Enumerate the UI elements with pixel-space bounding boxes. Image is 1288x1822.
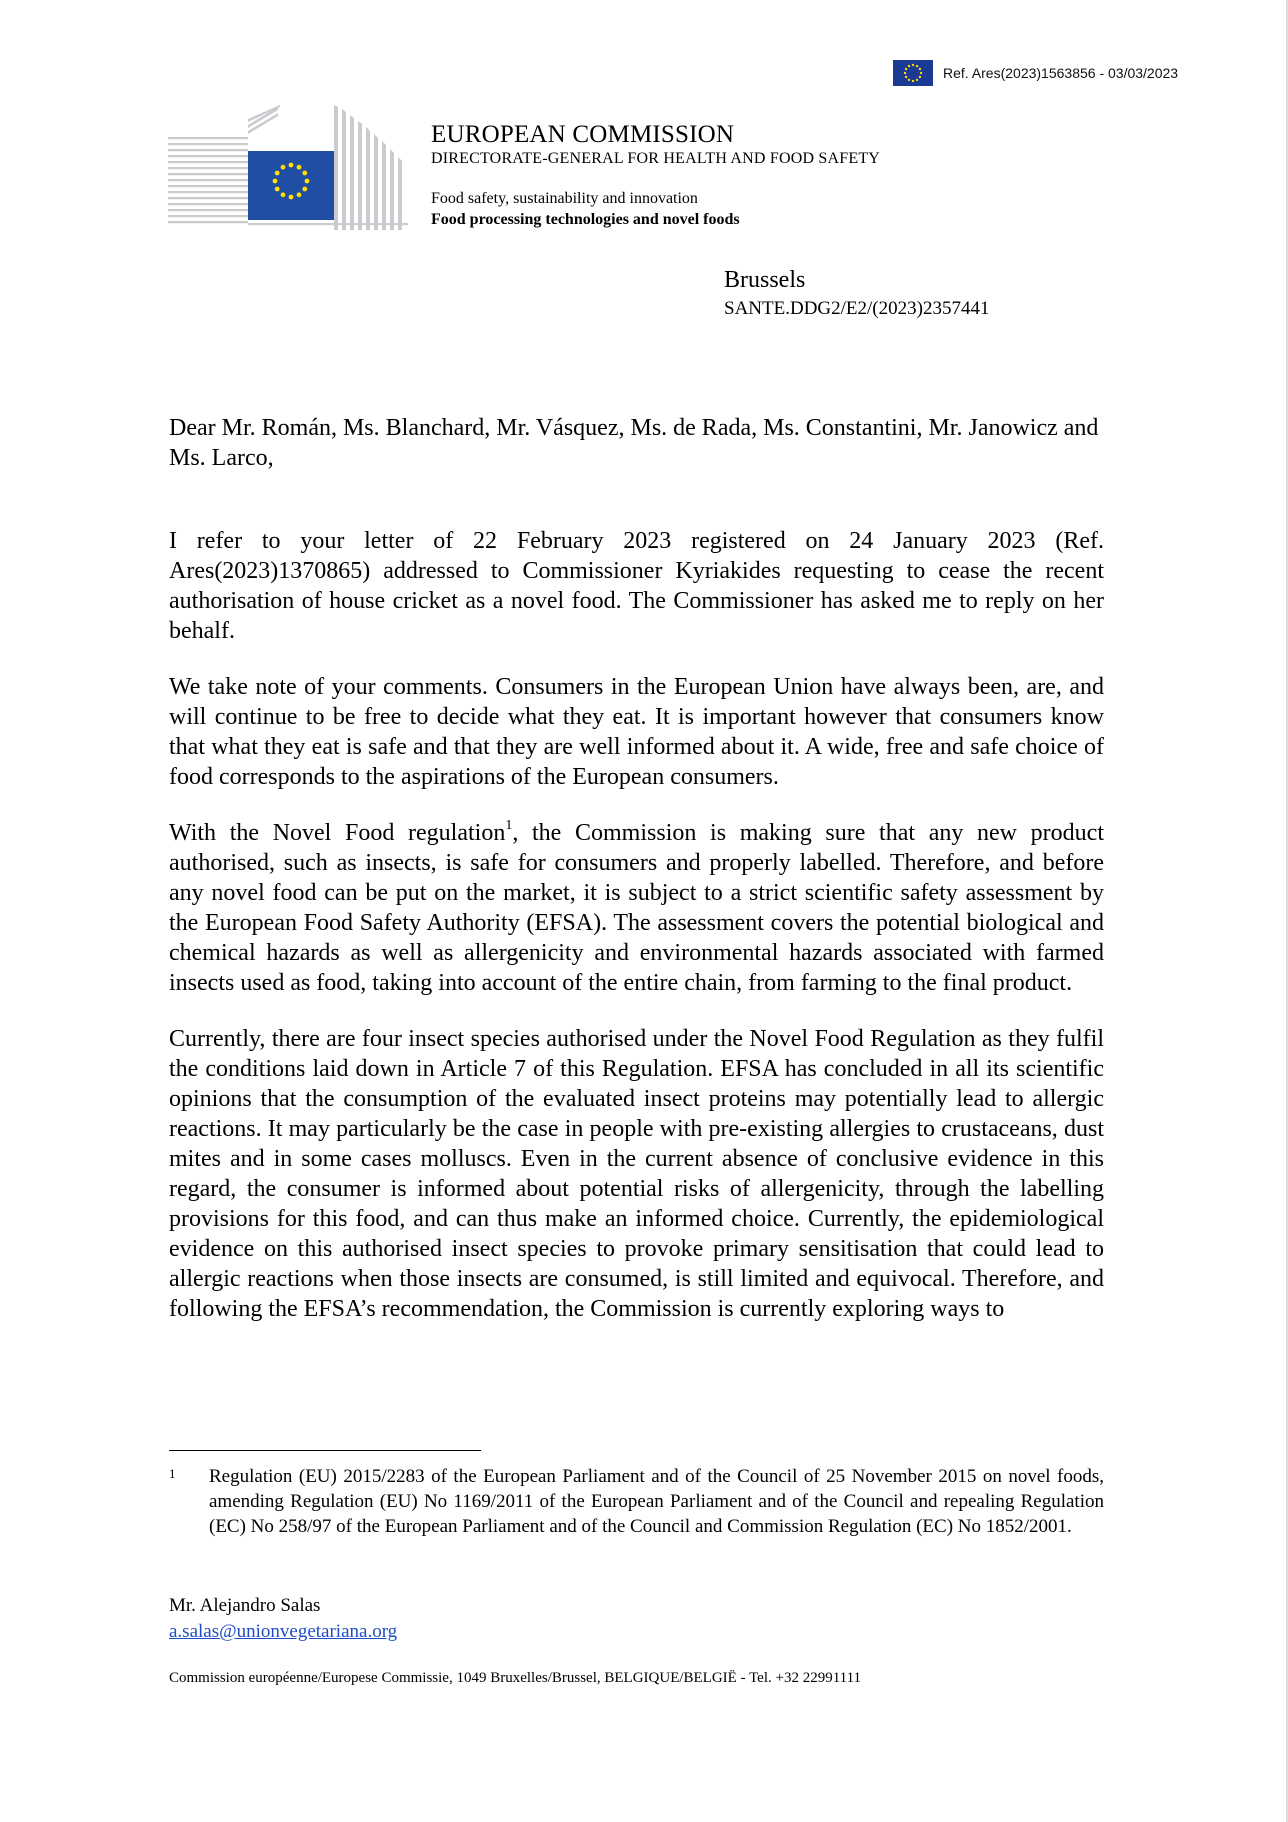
paragraph-text: , the Commission is making sure that any new product authorised, such as insects, is safe for consumers and properly labelled. Therefore, and before any novel food can be put on the market, it is subject to a strict scientific safety assessment by the European Food Safety Authority (EFSA). The assessment covers the potential biological and chemical hazards as well as allergenicity and environmental hazards associated with farmed insects used as food, taking into account of the entire chain, from farming to the final product.: [169, 820, 1104, 996]
footnote-separator: [169, 1450, 481, 1451]
ares-reference-text: Ref. Ares(2023)1563856 - 03/03/2023: [943, 65, 1179, 81]
paragraph: We take note of your comments. Consumers in the European Union have always been, are, and will continue to be free to decide what they eat. It is important however that consumers know that what they eat is safe and that they are well informed about it. A wide, free and safe choice of food corresponds to the aspirations of the European consumers.: [169, 674, 1104, 790]
paragraph-text: With the Novel Food regulation: [169, 820, 506, 846]
paragraph: I refer to your letter of 22 February 2023 registered on 24 January 2023 (Ref. Ares(2023)1370865) addressed to Commissioner Kyriakides requesting to cease the recent authorisation of house cricket as a novel food. The Commissioner has asked me to reply on her behalf.: [169, 528, 1104, 644]
directorate-general-name: DIRECTORATE-GENERAL FOR HEALTH AND FOOD SAFETY: [431, 150, 881, 167]
place: Brussels: [724, 267, 806, 293]
addressee-email-link[interactable]: a.salas@unionvegetariana.org: [169, 1621, 398, 1642]
organisation-name: EUROPEAN COMMISSION: [431, 121, 735, 148]
paragraph: Currently, there are four insect species authorised under the Novel Food Regulation as they fulfil the conditions laid down in Article 7 of this Regulation. EFSA has concluded in all its scientific opinions that the consumption of the evaluated insect proteins may potentially lead to allergic reactions. It may particularly be the case in people with pre-existing allergies to crustaceans, dust mites and in some cases molluscs. Even in the current absence of conclusive evidence in this regard, the consumer is informed about potential risks of allergenicity, through the labelling provisions for this food, and can thus make an informed choice. Currently, the epidemiological evidence on this authorised insect species to provoke primary sensitisation that could lead to allergic reactions when those insects are consumed, is still limited and equivocal. Therefore, and following the EFSA’s recommendation, the Commission is currently exploring ways to: [169, 1026, 1104, 1322]
addressee-name: Mr. Alejandro Salas: [169, 1595, 321, 1616]
directorate-name: Food safety, sustainability and innovation: [431, 190, 698, 207]
footnote-text: Regulation (EU) 2015/2283 of the European Parliament and of the Council of 25 November 2015 on novel foods, amending Regulation (EU) No 1169/2011 of the European Parliament and of the Council and repealing Regulation (EC) No 258/97 of the European Parliament and of the Council and Commission Regulation (EC) No 1852/2001.: [209, 1466, 1104, 1537]
footnote-reference: 1: [505, 818, 513, 833]
footnote: [169, 1464, 1104, 1539]
paragraph: [169, 818, 1104, 998]
document-reference: SANTE.DDG2/E2/(2023)2357441: [724, 298, 990, 319]
footnote-number: 1: [169, 1466, 176, 1481]
european-commission-logo: [168, 105, 408, 230]
letterhead: [431, 121, 880, 230]
unit-name: Food processing technologies and novel foods: [431, 211, 740, 228]
commission-address-footer: Commission européenne/Europese Commissie, 1049 Bruxelles/Brussel, BELGIQUE/BELGIË - Tel. +32 22991111: [169, 1670, 862, 1686]
eu-flag-icon: [893, 60, 933, 86]
place-and-reference: [724, 266, 989, 322]
addressee-block: [169, 1593, 397, 1645]
ares-reference-stamp: [893, 59, 1178, 87]
salutation: Dear Mr. Román, Ms. Blanchard, Mr. Vásquez, Ms. de Rada, Ms. Constantini, Mr. Janowicz and Ms. Larco,: [169, 415, 1099, 471]
letter-body: [169, 526, 1104, 1324]
